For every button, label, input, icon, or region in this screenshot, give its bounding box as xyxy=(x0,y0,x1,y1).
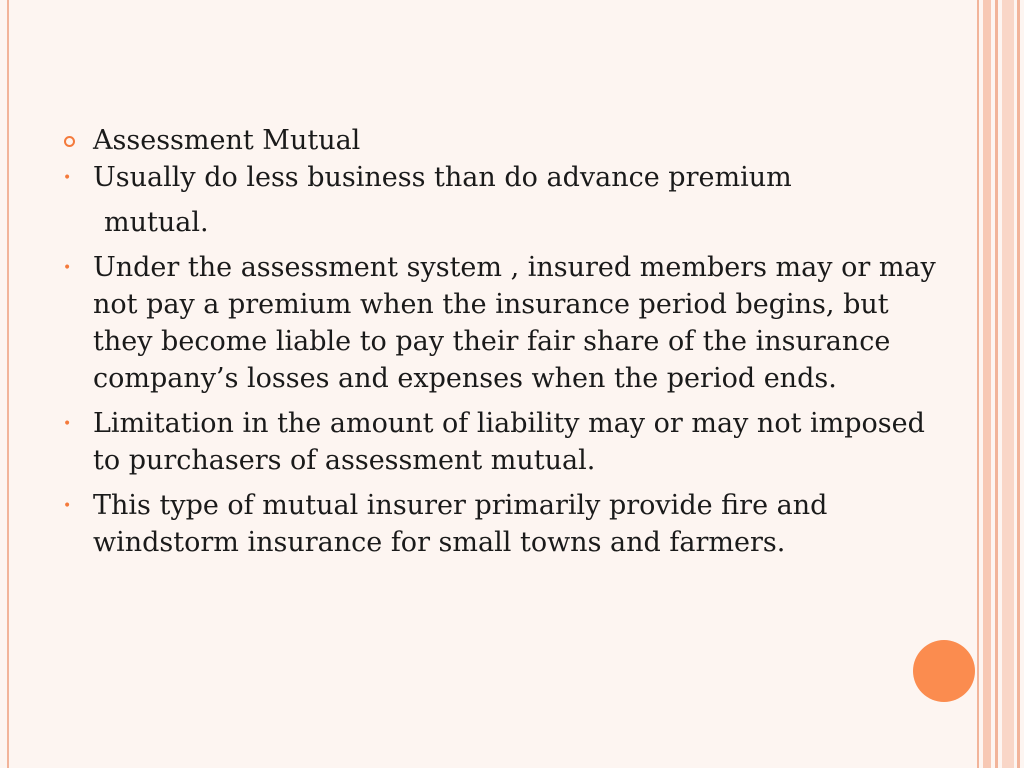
right-stripe xyxy=(1017,0,1020,768)
bullet-dot-icon: • xyxy=(63,498,72,514)
right-stripe xyxy=(977,0,979,768)
bullet-text: This type of mutual insurer primarily provide fire and windstorm insurance for small towns and farmers. xyxy=(93,490,828,558)
right-stripe xyxy=(983,0,991,768)
slide-body xyxy=(62,122,942,561)
right-stripe xyxy=(1002,0,1014,768)
bullet-item xyxy=(62,405,942,479)
bullet-continuation xyxy=(62,204,942,241)
bullet-text: Under the assessment system , insured members may or may not pay a premium when the insurance period begins, but they become liable to pay their fair share of the insurance company’s losses and expenses when the period ends. xyxy=(93,252,936,394)
bullet-dot-icon: • xyxy=(63,416,72,432)
bullet-text: Limitation in the amount of liability may or may not imposed to purchasers of assessment mutual. xyxy=(93,408,925,476)
bullet-item xyxy=(62,487,942,561)
bullet-item xyxy=(62,159,942,196)
bullet-text: Usually do less business than do advance premium xyxy=(93,162,792,193)
left-frame-line xyxy=(7,0,9,768)
slide-heading: Assessment Mutual xyxy=(93,125,361,156)
ring-bullet-icon xyxy=(64,136,75,147)
heading-row xyxy=(62,122,942,159)
decorative-circle xyxy=(913,640,975,702)
bullet-dot-icon: • xyxy=(63,260,72,276)
bullet-dot-icon: • xyxy=(63,170,72,186)
bullet-item xyxy=(62,249,942,397)
right-stripe xyxy=(995,0,998,768)
bullet-continuation-text: mutual. xyxy=(104,207,209,238)
